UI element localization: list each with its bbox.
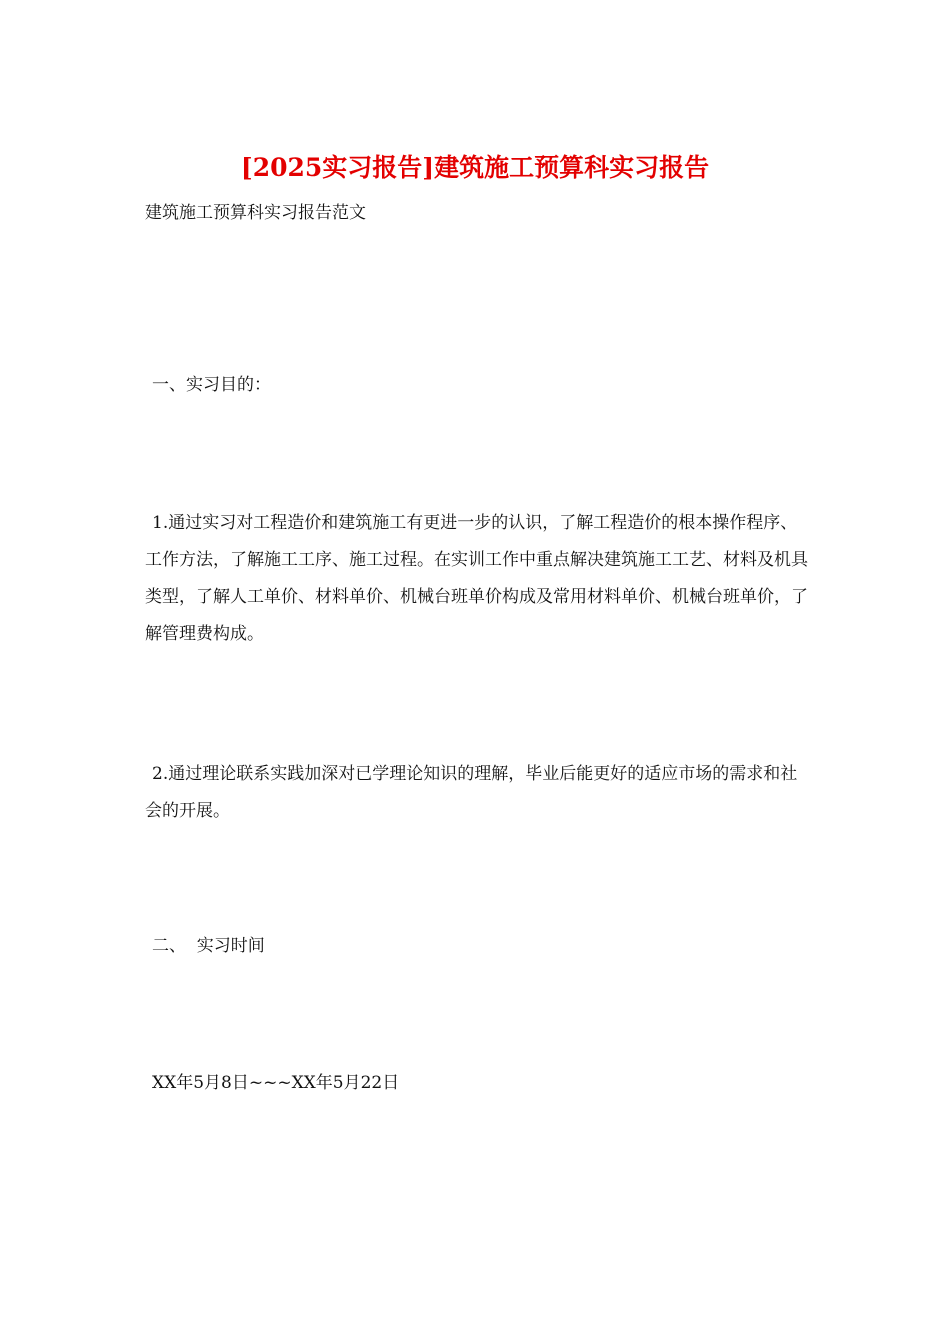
section-heading-purpose: 一、实习目的： — [152, 375, 271, 395]
section-heading-time: 二、 实习时间 — [152, 936, 265, 956]
internship-time-range: XX年5月8日~~~XX年5月22日 — [152, 1073, 400, 1093]
document-title: [2025实习报告]建筑施工预算科实习报告 — [240, 153, 710, 182]
paragraph-purpose-2: 2.通过理论联系实践加深对已学理论知识的理解，毕业后能更好的适应市场的需求和社会的开展。 — [145, 764, 798, 821]
document-subtitle: 建筑施工预算科实习报告范文 — [145, 203, 366, 223]
paragraph-purpose-1: 1.通过实习对工程造价和建筑施工有更进一步的认识，了解工程造价的根本操作程序、工作方法，了解施工工序、施工过程。在实训工作中重点解决建筑施工工艺、材料及机具类型，了解人工单价、材料单价、机械台班单价构成及常用材料单价、机械台班单价，了解管理费构成。 — [145, 513, 808, 644]
